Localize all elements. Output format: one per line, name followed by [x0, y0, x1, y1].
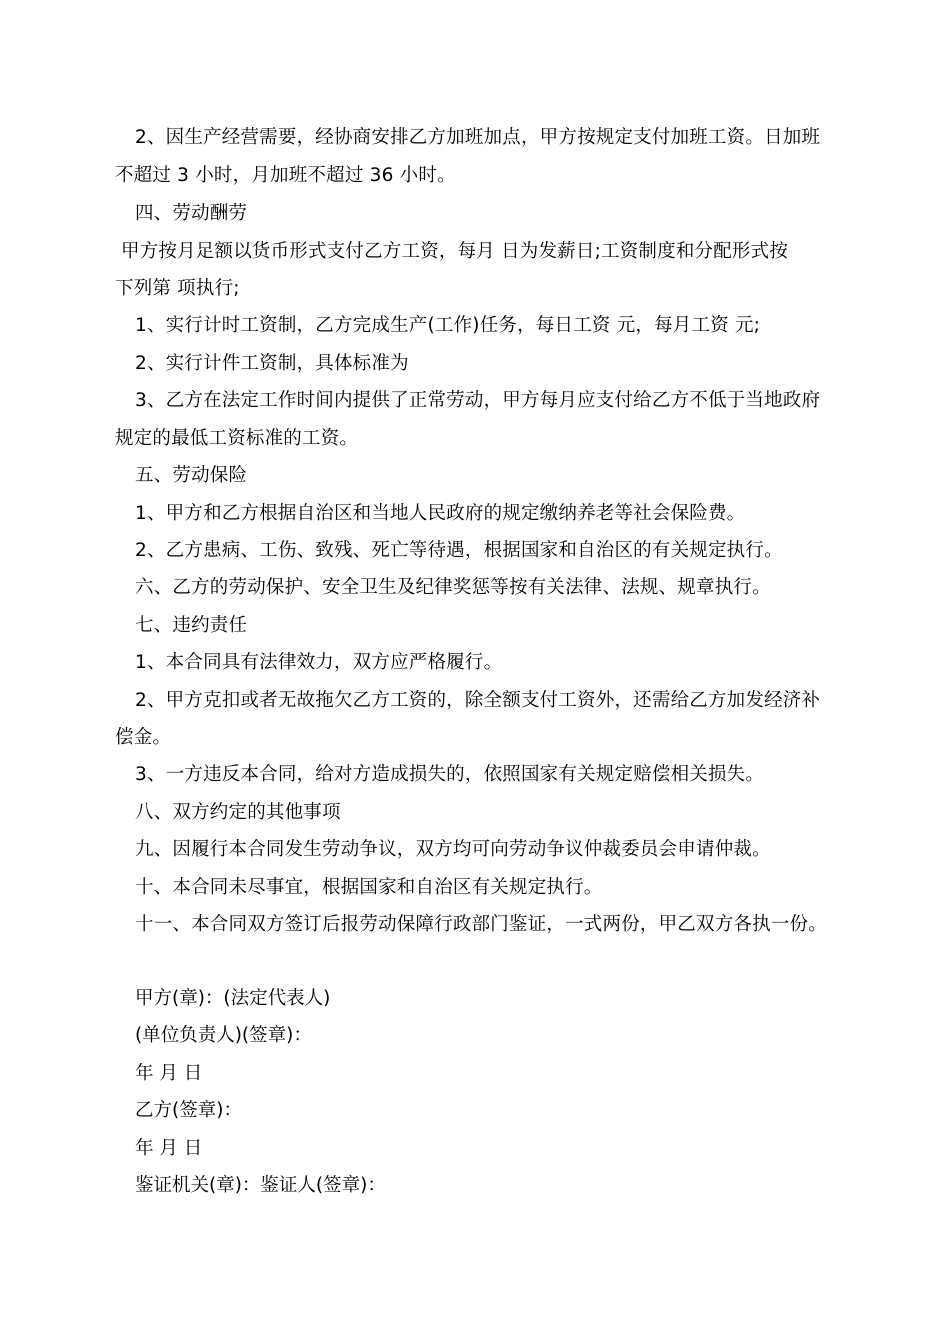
clause-4-2-line-2: 不超过 3 小时，月加班不超过 36 小时。	[115, 165, 456, 186]
party-a-date: 年 月 日	[135, 1063, 203, 1084]
party-b-date: 年 月 日	[135, 1138, 203, 1159]
authentication-authority-label: 鉴证机关(章)：鉴证人(签章)：	[135, 1175, 386, 1196]
section-9: 九、因履行本合同发生劳动争议，双方均可向劳动争议仲裁委员会申请仲裁。	[135, 839, 771, 860]
section-7-heading: 七、违约责任	[135, 615, 248, 636]
section-4-body-line-1: 甲方按月足额以货币形式支付乙方工资，每月 日为发薪日;工资制度和分配形式按	[121, 241, 789, 262]
party-b-signature-label: 乙方(签章)：	[135, 1100, 242, 1121]
unit-head-signature-label: (单位负责人)(签章)：	[135, 1025, 312, 1046]
clause-4-2-line-1: 2、因生产经营需要，经协商安排乙方加班加点，甲方按规定支付加班工资。日加班	[135, 127, 821, 148]
section-4-body-line-2: 下列第 项执行;	[115, 278, 240, 299]
section-7-item-1: 1、本合同具有法律效力，双方应严格履行。	[135, 652, 503, 673]
section-6: 六、乙方的劳动保护、安全卫生及纪律奖惩等按有关法律、法规、规章执行。	[135, 577, 771, 598]
section-11: 十一、本合同双方签订后报劳动保障行政部门鉴证，一式两份，甲乙双方各执一份。	[135, 914, 827, 935]
section-7-item-3: 3、一方违反本合同，给对方造成损失的，依照国家有关规定赔偿相关损失。	[135, 764, 765, 785]
section-4-heading: 四、劳动酬劳	[135, 203, 248, 224]
section-4-item-3-line-1: 3、乙方在法定工作时间内提供了正常劳动，甲方每月应支付给乙方不低于当地政府	[135, 390, 821, 411]
section-5-item-2: 2、乙方患病、工伤、致残、死亡等待遇，根据国家和自治区的有关规定执行。	[135, 540, 783, 561]
section-5-heading: 五、劳动保险	[135, 465, 248, 486]
section-7-item-2-line-2: 偿金。	[115, 727, 172, 748]
party-a-seal-label: 甲方(章)：(法定代表人)	[135, 988, 331, 1009]
section-4-item-3-line-2: 规定的最低工资标准的工资。	[115, 428, 359, 449]
section-4-item-1: 1、实行计时工资制，乙方完成生产(工作)任务，每日工资 元，每月工资 元;	[135, 315, 761, 336]
section-5-item-1: 1、甲方和乙方根据自治区和当地人民政府的规定缴纳养老等社会保险费。	[135, 503, 746, 524]
section-4-item-2: 2、实行计件工资制，具体标准为	[135, 353, 409, 374]
section-8: 八、双方约定的其他事项	[135, 802, 341, 823]
section-7-item-2-line-1: 2、甲方克扣或者无故拖欠乙方工资的，除全额支付工资外，还需给乙方加发经济补	[135, 690, 821, 711]
section-10: 十、本合同未尽事宜，根据国家和自治区有关规定执行。	[135, 877, 603, 898]
